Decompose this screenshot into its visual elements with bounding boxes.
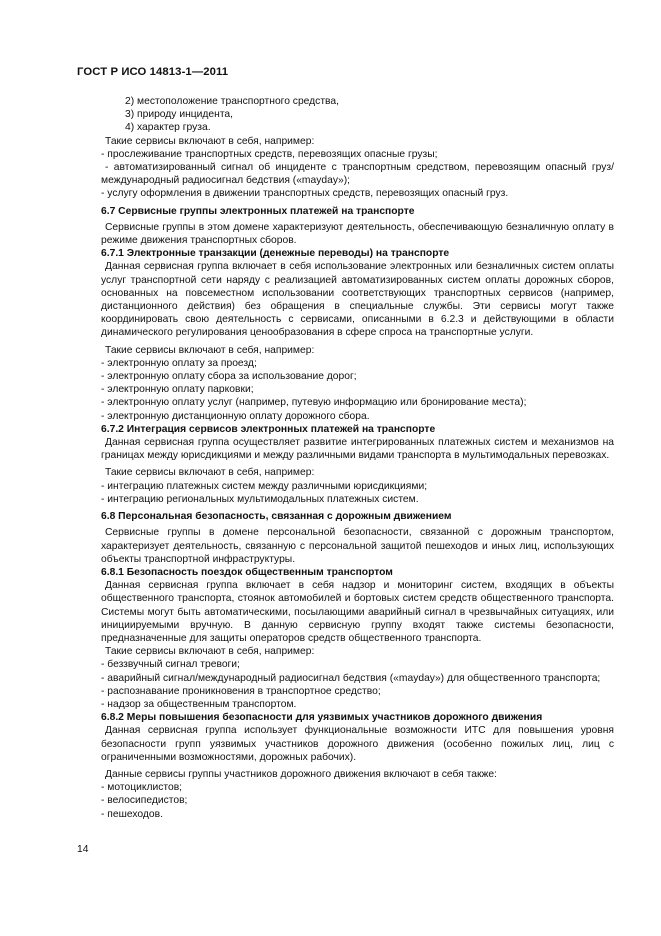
section-heading-6-7-2: 6.7.2 Интеграция сервисов электронных платежей на транспорте [101,423,436,435]
section-heading-6-7: 6.7 Сервисные группы электронных платежей на транспорте [101,205,415,217]
section-heading-6-8-2: 6.8.2 Меры повышения безопасности для уязвимых участников дорожного движения [101,712,543,724]
list-item: - велосипедистов; [101,795,188,807]
paragraph: Такие сервисы включают в себя, например: [105,344,315,356]
list-item: - беззвучный сигнал тревоги; [101,659,240,671]
standard-header: ГОСТ Р ИСО 14813-1—2011 [77,66,229,78]
list-item: - электронную дистанционную оплату дорожного сбора. [101,410,370,422]
list-item: - услугу оформления в движении транспортных средств, перевозящих опасный груз. [101,188,509,200]
page-number: 14 [77,844,89,855]
paragraph: Такие сервисы включают в себя, например: [105,467,315,479]
list-item: - автоматизированный сигнал об инциденте с транспортным средством, перевозящим опасный груз/международный радиосигнал бедствия («mayday»); [101,162,614,187]
list-item: - прослеживание транспортных средств, перевозящих опасные грузы; [101,148,438,160]
section-heading-6-8: 6.8 Персональная безопасность, связанная с дорожным движением [101,511,452,523]
paragraph: Данная сервисная группа использует функциональные возможности ИТС для повышения уровня безопасности групп уязвимых участников дорожного движения (особенно пожилых лиц, лиц с ограниченными возможностями, дорожных рабочих). [101,725,614,763]
list-item: - интеграцию региональных мультимодальных платежных систем. [101,493,419,505]
paragraph: Такие сервисы включают в себя, например: [105,646,315,658]
paragraph: Данная сервисная группа осуществляет развитие интегрированных платежных систем и механизмов на границах между юрисдикциями и между различными видами транспорта в мультимодальных перевозках. [101,437,614,462]
paragraph: Данные сервисы группы участников дорожного движения включают в себя также: [105,768,497,780]
section-heading-6-7-1: 6.7.1 Электронные транзакции (денежные переводы) на транспорте [101,248,450,260]
page-content [101,95,614,821]
list-item: - интеграцию платежных систем между различными юрисдикциями; [101,480,428,492]
list-item: - пешеходов. [101,808,163,820]
list-item: - электронную оплату услуг (например, путевую информацию или бронирование места); [101,397,527,409]
paragraph: Сервисные группы в этом домене характеризуют деятельность, обеспечивающую безналичную оплату в режиме движения транспортных сборов. [101,221,614,247]
list-item: - электронную оплату за проезд; [101,357,257,369]
section-heading-6-8-1: 6.8.1 Безопасность поездок общественным транспортом [101,566,393,578]
list-item: 4) характер груза. [125,122,211,134]
list-item: - электронную оплату сбора за использование дорог; [101,371,357,383]
list-item: - электронную оплату парковки; [101,384,254,396]
list-item: - распознавание проникновения в транспортное средство; [101,685,381,697]
paragraph: Такие сервисы включают в себя, например: [105,135,315,147]
list-item: - аварийный сигнал/международный радиосигнал бедствия («mayday») для общественного транспорта; [101,672,601,684]
paragraph: Данная сервисная группа включает в себя использование электронных или безналичных систем оплаты услуг транспортной сети наряду с реализацией автоматизированных систем оплаты дорожных сборов, основанных на повсеместном использовании соответствующих транспортных сервисов (например, дистанционного действия) без обращения в специальные службы. Эти сервисы могут также координировать свою деятельность с сервисами, описанными в 6.2.3 и действующими в области динамического регулирования ценообразования в сфере спроса на транспортные услуги. [101,261,614,339]
list-item: - мотоциклистов; [101,782,183,794]
list-item: 2) местоположение транспортного средства, [125,96,339,107]
list-item: - надзор за общественным транспортом. [101,698,297,710]
paragraph: Данная сервисная группа включает в себя надзор и мониторинг систем, входящих в объекты общественного транспорта, стоянок автомобилей и бортовых систем средств общественного транспорта. Системы могут быть автоматическими, посылающими аварийный сигнал в чрезвычайных ситуациях, или инициируемыми вручную. В данную сервисную группу входят также системы безопасности, предназначенные для защиты операторов средств общественного транспорта. [101,580,614,644]
list-item: 3) природу инцидента, [125,109,234,121]
paragraph: Сервисные группы в домене персональной безопасности, связанной с дорожным транспортом, характеризует деятельность, связанную с персональной защитой пешеходов и иных лиц, использующих объекты транспортной инфраструктуры. [101,527,614,565]
